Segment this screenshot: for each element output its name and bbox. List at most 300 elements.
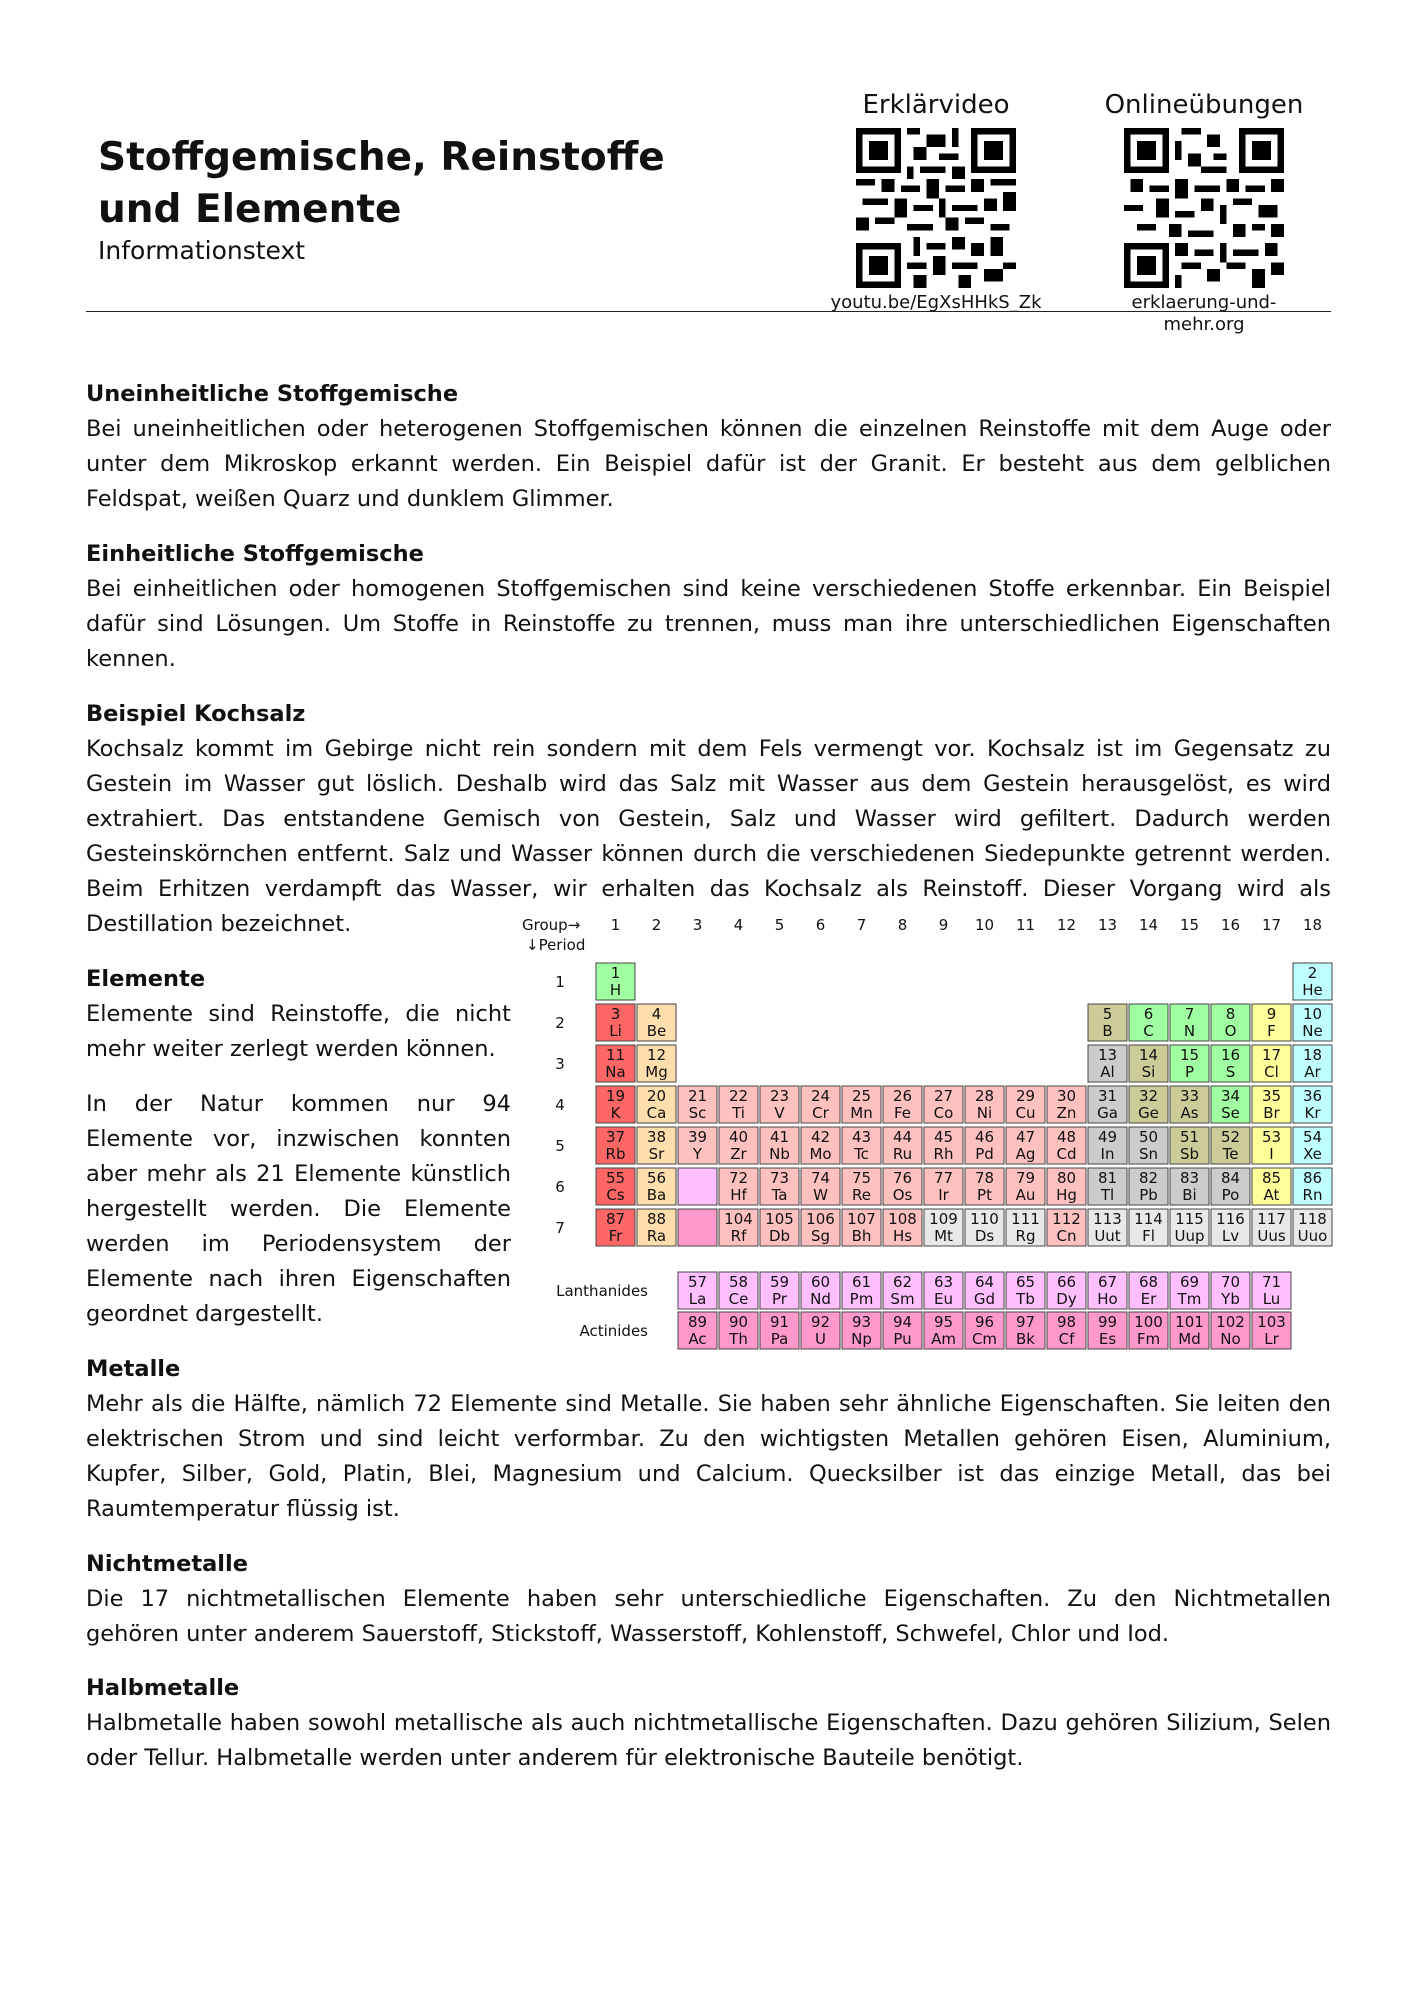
element-number: 33 <box>1179 1087 1200 1105</box>
element-symbol: Lu <box>1262 1290 1281 1308</box>
group-number: 18 <box>1302 916 1323 934</box>
element-symbol: Fm <box>1136 1330 1161 1348</box>
element-number: 93 <box>851 1313 872 1331</box>
element-symbol: Ti <box>732 1104 745 1122</box>
element-number: 70 <box>1220 1273 1241 1291</box>
element-symbol: Ar <box>1304 1063 1321 1081</box>
element-symbol: La <box>688 1290 707 1308</box>
element-symbol: P <box>1184 1063 1195 1081</box>
lanthanides-label: Lanthanides <box>556 1282 648 1300</box>
section-text: Mehr als die Hälfte, nämlich 72 Elemente sind Metalle. Sie haben sehr ähnliche Eigenschaften. Sie leiten den elektrischen Strom und sind leicht verformbar. Zu den wichtigsten Metallen gehören Eisen, Aluminium, Kupfer, Silber, Gold, Platin, Blei, Magnesium und Calcium. Quecksilber ist das einzige Metall, das bei Raumtemperatur flüssig ist. <box>86 1391 1331 1522</box>
element-number: 113 <box>1093 1210 1122 1228</box>
element-number: 79 <box>1015 1169 1036 1187</box>
element-number: 14 <box>1138 1046 1159 1064</box>
element-number: 69 <box>1179 1273 1200 1291</box>
element-number: 91 <box>769 1313 790 1331</box>
element-symbol: Tc <box>854 1145 869 1163</box>
element-symbol: Cf <box>1058 1330 1075 1348</box>
element-number: 88 <box>646 1210 667 1228</box>
element-symbol: In <box>1100 1145 1115 1163</box>
group-number: 1 <box>610 916 621 934</box>
group-number: 17 <box>1261 916 1282 934</box>
element-symbol: H <box>609 981 622 999</box>
element-symbol: Es <box>1098 1330 1117 1348</box>
element-symbol: Sr <box>648 1145 665 1163</box>
element-symbol: Np <box>851 1330 872 1348</box>
section-heading: Metalle <box>86 1356 181 1382</box>
qr-video-url[interactable]: youtu.be/EgXsHHkS_Zk <box>830 292 1042 313</box>
element-symbol: Sn <box>1138 1145 1159 1163</box>
section-heading: Nichtmetalle <box>86 1551 248 1577</box>
element-symbol: C <box>1143 1022 1154 1040</box>
element-number: 26 <box>892 1087 913 1105</box>
qr-video-label: Erklärvideo <box>862 90 1010 120</box>
element-symbol: Cu <box>1015 1104 1036 1122</box>
section-elemente <box>86 962 511 1332</box>
element-number: 49 <box>1097 1128 1118 1146</box>
element-number: 3 <box>610 1005 621 1023</box>
period-axis-label: ↓Period <box>526 936 586 954</box>
element-symbol: Y <box>692 1145 703 1163</box>
element-symbol: Sm <box>890 1290 915 1308</box>
element-number: 77 <box>933 1169 954 1187</box>
section-heading: Beispiel Kochsalz <box>86 701 306 727</box>
element-symbol: Uup <box>1174 1227 1205 1245</box>
element-symbol: Ni <box>976 1104 993 1122</box>
element-number: 29 <box>1015 1087 1036 1105</box>
element-symbol: Ne <box>1302 1022 1323 1040</box>
element-number: 107 <box>847 1210 876 1228</box>
element-number: 86 <box>1302 1169 1323 1187</box>
element-number: 100 <box>1134 1313 1163 1331</box>
element-symbol: Uus <box>1257 1227 1286 1245</box>
element-number: 81 <box>1097 1169 1118 1187</box>
section-text: Bei einheitlichen oder homogenen Stoffgemischen sind keine verschiedenen Stoffe erkennbar. Ein Beispiel dafür sind Lösungen. Um Stoffe in Reinstoffe zu trennen, muss man ihre unterschiedlichen Eigenschaften kennen. <box>86 576 1331 672</box>
element-symbol: Li <box>609 1022 622 1040</box>
element-symbol: Sc <box>688 1104 707 1122</box>
element-number: 82 <box>1138 1169 1159 1187</box>
group-number: 15 <box>1179 916 1200 934</box>
element-number: 84 <box>1220 1169 1241 1187</box>
element-number: 51 <box>1179 1128 1200 1146</box>
element-number: 48 <box>1056 1128 1077 1146</box>
section-heading: Halbmetalle <box>86 1675 240 1701</box>
element-symbol: Cm <box>971 1330 998 1348</box>
element-symbol: B <box>1102 1022 1113 1040</box>
element-number: 97 <box>1015 1313 1036 1331</box>
element-symbol: K <box>610 1104 621 1122</box>
section-text: Elemente sind Reinstoffe, die nicht mehr weiter zerlegt werden können. <box>86 1001 511 1062</box>
element-symbol: Pm <box>849 1290 874 1308</box>
element-symbol: Lv <box>1221 1227 1240 1245</box>
element-symbol: Eu <box>934 1290 953 1308</box>
element-number: 60 <box>810 1273 831 1291</box>
element-symbol: Fr <box>608 1227 623 1245</box>
element-symbol: Ga <box>1097 1104 1118 1122</box>
element-symbol: No <box>1220 1330 1241 1348</box>
element-symbol: Cd <box>1056 1145 1077 1163</box>
element-symbol: Yb <box>1221 1290 1240 1308</box>
group-axis-label: Group→ <box>522 916 581 934</box>
group-number: 5 <box>774 916 785 934</box>
element-symbol: Ir <box>938 1186 949 1204</box>
group-number: 14 <box>1138 916 1159 934</box>
element-symbol: Hs <box>892 1227 913 1245</box>
element-symbol: Nb <box>769 1145 790 1163</box>
group-number: 10 <box>974 916 995 934</box>
element-number: 39 <box>687 1128 708 1146</box>
group-number: 16 <box>1220 916 1241 934</box>
element-symbol: Pd <box>975 1145 994 1163</box>
element-symbol: Cs <box>606 1186 625 1204</box>
element-number: 102 <box>1216 1313 1245 1331</box>
element-number: 67 <box>1097 1273 1118 1291</box>
actinides-label: Actinides <box>579 1322 648 1340</box>
element-number: 101 <box>1175 1313 1204 1331</box>
section-halbmetalle <box>86 1671 1331 1776</box>
element-number: 55 <box>605 1169 626 1187</box>
element-number: 66 <box>1056 1273 1077 1291</box>
element-symbol: Zr <box>730 1145 747 1163</box>
element-number: 58 <box>728 1273 749 1291</box>
section-text: Bei uneinheitlichen oder heterogenen Stoffgemischen können die einzelnen Reinstoffe mit dem Auge oder unter dem Mikroskop erkannt werden. Ein Beispiel dafür ist der Granit. Er besteht aus dem gelblichen Feldspat, weißen Quarz und dunklem Glimmer. <box>86 416 1331 512</box>
element-number: 95 <box>933 1313 954 1331</box>
element-cell <box>678 1209 717 1246</box>
element-symbol: Pb <box>1139 1186 1158 1204</box>
element-number: 36 <box>1302 1087 1323 1105</box>
element-number: 46 <box>974 1128 995 1146</box>
element-symbol: Nd <box>810 1290 831 1308</box>
group-number: 4 <box>733 916 744 934</box>
element-symbol: Bh <box>851 1227 872 1245</box>
period-number: 1 <box>555 973 565 991</box>
element-symbol: Te <box>1222 1145 1239 1163</box>
element-symbol: I <box>1269 1145 1274 1163</box>
element-number: 57 <box>687 1273 708 1291</box>
element-number: 25 <box>851 1087 872 1105</box>
element-number: 105 <box>765 1210 794 1228</box>
section-heading: Elemente <box>86 966 206 992</box>
element-symbol: At <box>1263 1186 1280 1204</box>
section-text: In der Natur kommen nur 94 Elemente vor, inzwischen konnten aber mehr als 21 Elemente künstlich hergestellt werden. Die Elemente werden im Periodensystem der Elemente nach ihren Eigenschaften geordnet dargestellt. <box>86 1091 511 1327</box>
element-number: 47 <box>1015 1128 1036 1146</box>
element-number: 28 <box>974 1087 995 1105</box>
element-number: 111 <box>1011 1210 1040 1228</box>
element-symbol: Ge <box>1138 1104 1159 1122</box>
element-number: 42 <box>810 1128 831 1146</box>
element-symbol: Tl <box>1100 1186 1115 1204</box>
element-symbol: Se <box>1221 1104 1240 1122</box>
element-number: 83 <box>1179 1169 1200 1187</box>
element-symbol: Cr <box>812 1104 829 1122</box>
element-symbol: Rn <box>1302 1186 1323 1204</box>
element-symbol: Be <box>646 1022 667 1040</box>
element-number: 1 <box>610 964 621 982</box>
element-number: 8 <box>1225 1005 1236 1023</box>
element-cell <box>678 1168 717 1205</box>
element-symbol: Mo <box>809 1145 832 1163</box>
element-symbol: Al <box>1100 1063 1115 1081</box>
element-symbol: Ta <box>771 1186 788 1204</box>
element-symbol: Lr <box>1264 1330 1279 1348</box>
element-number: 37 <box>605 1128 626 1146</box>
group-number: 11 <box>1015 916 1036 934</box>
element-number: 43 <box>851 1128 872 1146</box>
element-symbol: Ra <box>646 1227 667 1245</box>
element-number: 21 <box>687 1087 708 1105</box>
element-number: 15 <box>1179 1046 1200 1064</box>
group-number: 7 <box>856 916 867 934</box>
element-number: 116 <box>1216 1210 1245 1228</box>
element-symbol: Fl <box>1142 1227 1155 1245</box>
element-number: 115 <box>1175 1210 1204 1228</box>
element-symbol: Pt <box>977 1186 992 1204</box>
element-number: 23 <box>769 1087 790 1105</box>
element-number: 53 <box>1261 1128 1282 1146</box>
element-symbol: Ds <box>974 1227 995 1245</box>
element-number: 18 <box>1302 1046 1323 1064</box>
element-number: 72 <box>728 1169 749 1187</box>
element-number: 4 <box>651 1005 662 1023</box>
period-number: 6 <box>555 1178 565 1196</box>
element-symbol: Si <box>1141 1063 1156 1081</box>
element-number: 118 <box>1298 1210 1327 1228</box>
section-text: Die 17 nichtmetallischen Elemente haben sehr unterschiedliche Eigenschaften. Zu den Nichtmetallen gehören unter anderem Sauerstoff, Stickstoff, Wasserstoff, Kohlenstoff, Schwefel, Chlor und Iod. <box>86 1586 1331 1647</box>
element-symbol: Po <box>1221 1186 1240 1204</box>
group-number: 3 <box>692 916 703 934</box>
period-number: 3 <box>555 1055 565 1073</box>
element-number: 52 <box>1220 1128 1241 1146</box>
period-number: 2 <box>555 1014 565 1032</box>
element-symbol: Pr <box>772 1290 787 1308</box>
element-number: 12 <box>646 1046 667 1064</box>
element-symbol: Hf <box>730 1186 747 1204</box>
element-symbol: Br <box>1263 1104 1280 1122</box>
element-symbol: Xe <box>1303 1145 1322 1163</box>
element-symbol: F <box>1267 1022 1276 1040</box>
element-symbol: Md <box>1178 1330 1201 1348</box>
element-number: 22 <box>728 1087 749 1105</box>
element-symbol: Hg <box>1056 1186 1077 1204</box>
element-symbol: Mn <box>850 1104 873 1122</box>
element-number: 98 <box>1056 1313 1077 1331</box>
period-number: 7 <box>555 1219 565 1237</box>
element-number: 35 <box>1261 1087 1282 1105</box>
element-number: 92 <box>810 1313 831 1331</box>
element-number: 16 <box>1220 1046 1241 1064</box>
element-number: 59 <box>769 1273 790 1291</box>
element-number: 9 <box>1266 1005 1277 1023</box>
element-symbol: Dy <box>1056 1290 1077 1308</box>
group-number: 8 <box>897 916 908 934</box>
element-number: 74 <box>810 1169 831 1187</box>
element-number: 90 <box>728 1313 749 1331</box>
element-symbol: V <box>774 1104 785 1122</box>
element-symbol: Os <box>892 1186 913 1204</box>
element-symbol: Uuo <box>1297 1227 1328 1245</box>
element-number: 78 <box>974 1169 995 1187</box>
element-symbol: Cl <box>1264 1063 1279 1081</box>
qr-exercises-url[interactable]: erklaerung-und-mehr.org <box>1131 292 1277 335</box>
element-number: 106 <box>806 1210 835 1228</box>
element-number: 80 <box>1056 1169 1077 1187</box>
element-symbol: U <box>815 1330 826 1348</box>
element-symbol: Rb <box>605 1145 626 1163</box>
element-symbol: Sb <box>1179 1145 1200 1163</box>
element-symbol: Uut <box>1094 1227 1121 1245</box>
element-number: 32 <box>1138 1087 1159 1105</box>
element-symbol: Tm <box>1177 1290 1202 1308</box>
qr-exercises-block[interactable] <box>1094 88 1314 336</box>
element-number: 5 <box>1102 1005 1113 1023</box>
element-number: 19 <box>605 1087 626 1105</box>
qr-exercises-label: Onlineübungen <box>1104 90 1304 120</box>
element-number: 17 <box>1261 1046 1282 1064</box>
element-symbol: Au <box>1015 1186 1036 1204</box>
element-number: 85 <box>1261 1169 1282 1187</box>
element-symbol: Co <box>933 1104 954 1122</box>
element-number: 24 <box>810 1087 831 1105</box>
page-subtitle: Informationstext <box>98 236 306 265</box>
element-number: 27 <box>933 1087 954 1105</box>
element-number: 96 <box>974 1313 995 1331</box>
element-number: 109 <box>929 1210 958 1228</box>
element-symbol: Db <box>768 1227 791 1245</box>
group-number: 9 <box>938 916 949 934</box>
element-number: 41 <box>769 1128 790 1146</box>
element-symbol: Rf <box>730 1227 747 1245</box>
element-number: 10 <box>1302 1005 1323 1023</box>
element-number: 6 <box>1143 1005 1154 1023</box>
element-symbol: Rg <box>1015 1227 1036 1245</box>
element-number: 2 <box>1307 964 1318 982</box>
element-symbol: Re <box>852 1186 871 1204</box>
section-metalle <box>86 1352 1331 1527</box>
element-number: 75 <box>851 1169 872 1187</box>
element-number: 44 <box>892 1128 913 1146</box>
element-number: 104 <box>724 1210 753 1228</box>
element-symbol: Bk <box>1016 1330 1035 1348</box>
element-symbol: Er <box>1140 1290 1157 1308</box>
element-number: 7 <box>1184 1005 1195 1023</box>
section-heading: Uneinheitliche Stoffgemische <box>86 381 459 407</box>
element-number: 11 <box>605 1046 626 1064</box>
element-number: 76 <box>892 1169 913 1187</box>
element-number: 68 <box>1138 1273 1159 1291</box>
element-symbol: Gd <box>973 1290 996 1308</box>
header-divider <box>86 311 1331 312</box>
element-number: 89 <box>687 1313 708 1331</box>
element-symbol: Ho <box>1097 1290 1118 1308</box>
periodic-table <box>520 912 1335 1352</box>
element-number: 31 <box>1097 1087 1118 1105</box>
qr-code-video[interactable] <box>856 128 1016 288</box>
element-symbol: Sg <box>810 1227 831 1245</box>
qr-video-block[interactable] <box>826 88 1046 314</box>
element-number: 87 <box>605 1210 626 1228</box>
element-symbol: Mg <box>645 1063 668 1081</box>
group-number: 12 <box>1056 916 1077 934</box>
element-symbol: Na <box>605 1063 626 1081</box>
element-number: 34 <box>1220 1087 1241 1105</box>
element-number: 108 <box>888 1210 917 1228</box>
element-number: 50 <box>1138 1128 1159 1146</box>
element-number: 103 <box>1257 1313 1286 1331</box>
element-number: 63 <box>933 1273 954 1291</box>
element-number: 64 <box>974 1273 995 1291</box>
element-number: 13 <box>1097 1046 1118 1064</box>
element-number: 30 <box>1056 1087 1077 1105</box>
period-number: 5 <box>555 1137 565 1155</box>
element-number: 71 <box>1261 1273 1282 1291</box>
element-number: 110 <box>970 1210 999 1228</box>
element-number: 94 <box>892 1313 913 1331</box>
element-number: 73 <box>769 1169 790 1187</box>
element-symbol: W <box>813 1186 828 1204</box>
element-symbol: O <box>1224 1022 1237 1040</box>
element-symbol: Ba <box>646 1186 667 1204</box>
group-number: 2 <box>651 916 662 934</box>
element-symbol: Rh <box>933 1145 954 1163</box>
element-number: 40 <box>728 1128 749 1146</box>
element-symbol: Fe <box>893 1104 912 1122</box>
section-heading: Einheitliche Stoffgemische <box>86 541 424 567</box>
group-number: 6 <box>815 916 826 934</box>
element-number: 117 <box>1257 1210 1286 1228</box>
element-symbol: Cn <box>1056 1227 1077 1245</box>
section-uneinheitlich <box>86 377 1331 517</box>
element-symbol: N <box>1183 1022 1196 1040</box>
element-symbol: He <box>1302 981 1323 999</box>
section-nichtmetalle <box>86 1547 1331 1652</box>
page-title: Stoffgemische, Reinstoffe und Elemente <box>98 135 665 232</box>
element-symbol: Am <box>931 1330 956 1348</box>
element-symbol: As <box>1180 1104 1199 1122</box>
element-symbol: Mt <box>934 1227 953 1245</box>
section-kochsalz <box>86 697 1331 942</box>
element-number: 99 <box>1097 1313 1118 1331</box>
element-number: 56 <box>646 1169 667 1187</box>
element-symbol: Kr <box>1304 1104 1321 1122</box>
element-symbol: Th <box>729 1330 748 1348</box>
group-number: 13 <box>1097 916 1118 934</box>
section-text: Kochsalz kommt im Gebirge nicht rein sondern mit dem Fels vermengt vor. Kochsalz ist im Gegensatz zu Gestein im Wasser gut löslich. Deshalb wird das Salz mit Wasser aus dem Gestein herausgelöst, es wird extrahiert. Das entstandene Gemisch von Gestein, Salz und Wasser wird gefiltert. Dadurch werden Gesteinskörnchen entfernt. Salz und Wasser können durch die verschiedenen Siedepunkte getrennt werden. Beim Erhitzen verdampft das Wasser, wir erhalten das Kochsalz als Reinstoff. Dieser Vorgang wird als Destillation bezeichnet. <box>86 736 1331 937</box>
element-symbol: Zn <box>1056 1104 1077 1122</box>
element-number: 45 <box>933 1128 954 1146</box>
qr-code-exercises[interactable] <box>1124 128 1284 288</box>
section-einheitlich <box>86 537 1331 677</box>
element-number: 54 <box>1302 1128 1323 1146</box>
element-symbol: Pa <box>770 1330 789 1348</box>
section-text: Halbmetalle haben sowohl metallische als auch nichtmetallische Eigenschaften. Dazu gehören Silizium, Selen oder Tellur. Halbmetalle werden unter anderem für elektronische Bauteile benötigt. <box>86 1710 1331 1771</box>
element-number: 114 <box>1134 1210 1163 1228</box>
element-symbol: Ca <box>646 1104 667 1122</box>
element-number: 61 <box>851 1273 872 1291</box>
element-symbol: Ce <box>728 1290 749 1308</box>
element-number: 112 <box>1052 1210 1081 1228</box>
element-symbol: Tb <box>1016 1290 1035 1308</box>
element-symbol: S <box>1225 1063 1236 1081</box>
element-symbol: Bi <box>1182 1186 1197 1204</box>
element-number: 20 <box>646 1087 667 1105</box>
element-number: 62 <box>892 1273 913 1291</box>
element-symbol: Ac <box>688 1330 707 1348</box>
element-symbol: Ag <box>1015 1145 1036 1163</box>
period-number: 4 <box>555 1096 565 1114</box>
element-number: 65 <box>1015 1273 1036 1291</box>
element-number: 38 <box>646 1128 667 1146</box>
element-symbol: Pu <box>893 1330 912 1348</box>
